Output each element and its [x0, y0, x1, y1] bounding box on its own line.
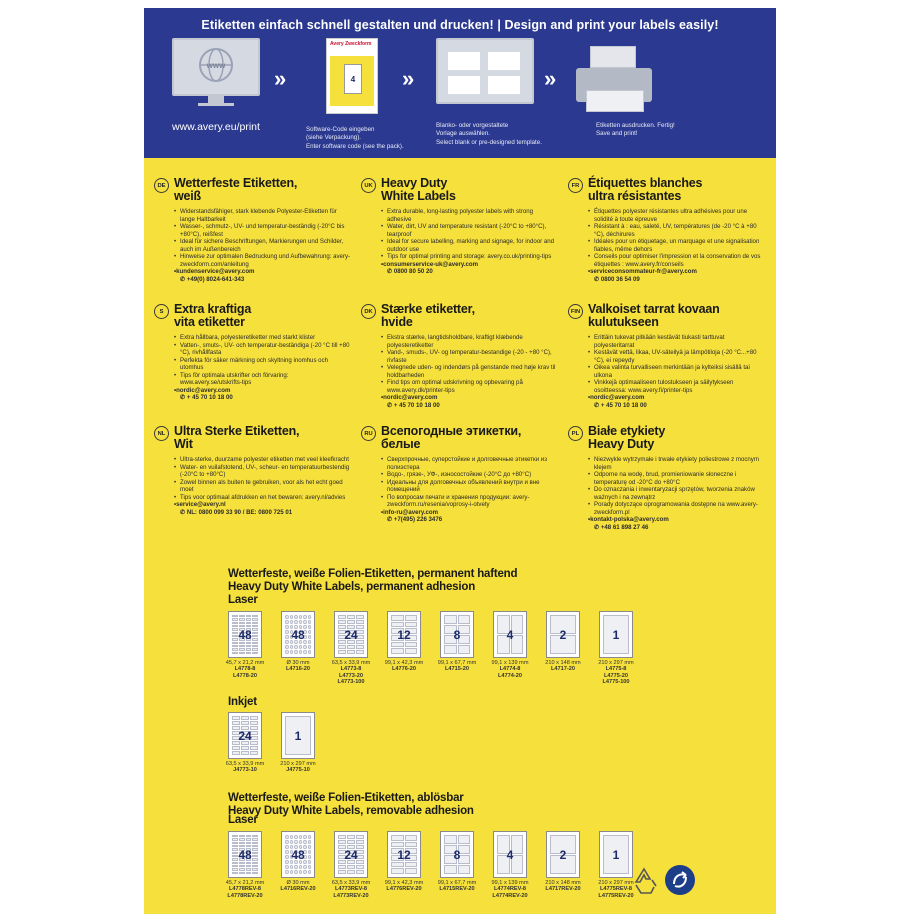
product-caption	[270, 660, 326, 673]
label-sheet-thumbnail	[334, 831, 368, 878]
label-size: 99,1 x 67,7 mm	[437, 880, 477, 886]
label-size: 99,1 x 67,7 mm	[437, 660, 477, 666]
svg-text:www: www	[206, 61, 226, 70]
label-size: 210 x 297 mm	[598, 660, 634, 666]
language-badge: PL	[568, 426, 583, 441]
phone-icon: ✆	[387, 268, 394, 275]
language-block-dk	[361, 304, 559, 434]
contact-phone: ✆ +7(495) 226 3476	[387, 516, 443, 523]
language-block-uk	[361, 178, 559, 308]
globe-icon	[197, 46, 235, 84]
product-code: L4773-100	[337, 679, 365, 686]
label-size: 99,1 x 139 mm	[491, 880, 529, 886]
website-url: www.avery.eu/print	[172, 121, 260, 133]
recycle-icon	[630, 866, 658, 894]
step2-text: Blanko- oder vorgestaltete Vorlage auswählen. Select blank or pre-designed template.	[436, 122, 542, 146]
bullet-item: • Oikea valinta turvalliseen merkintään ja kylteiksi sisällä tai ulkona	[588, 364, 766, 379]
contact-phone: ✆ + 45 70 10 18 00	[180, 394, 233, 401]
label-size: 210 x 297 mm	[280, 761, 316, 767]
language-title: Étiquettes blanches ultra résistantes	[588, 176, 703, 203]
language-block-nl	[154, 426, 352, 556]
label-size: 99,1 x 42,3 mm	[384, 880, 424, 886]
product-caption	[323, 660, 379, 686]
bullet-item: • Vand-, smuds-, UV- og temperatur-bestandige (-20 - +80 °C), rivfaste	[381, 349, 559, 364]
logo-text: Avery Zweckform	[330, 41, 372, 47]
bullet-item: • Tips voor optimaal afdrukken en het bewaren: avery.nl/advies	[174, 494, 352, 502]
bullet-item: • Erittäin tukevat pitkään kestävät tiukasti tarttuvat polyesteritarrat	[588, 334, 766, 349]
label-count: 24	[238, 728, 252, 743]
software-step: Avery Zweckform 4	[306, 38, 396, 118]
label-count: 4	[506, 627, 514, 642]
label-size: 210 x 148 mm	[545, 880, 581, 886]
language-title: Extra kraftiga vita etiketter	[174, 302, 252, 329]
contact-email: • kundenservice@avery.com	[174, 268, 352, 276]
step3-text: Etiketten ausdrucken. Fertig! Save and print!	[596, 122, 675, 138]
removable-laser-label: Laser	[228, 814, 258, 826]
label-size: Ø 30 mm	[286, 880, 310, 886]
product-caption	[217, 660, 273, 679]
bullet-item: • Idéales pour un étiquetage, un marquage et une signalisation fiables, même dehors	[588, 238, 766, 253]
product-code: L4775-20	[604, 672, 628, 679]
label-count: 24	[344, 627, 358, 642]
bullet-item: • Идеальны для долговечных объявлений внутри и вне помещений	[381, 479, 559, 494]
label-size: 63,5 x 33,9 mm	[331, 660, 371, 666]
product-code: L4715REV-20	[439, 886, 475, 893]
contact-phone: ✆ NL: 0800 099 33 90 / BE: 0800 725 01	[180, 508, 293, 516]
product-code: L4774REV-8	[493, 886, 527, 893]
language-block-de	[154, 178, 352, 308]
label-count: 48	[238, 847, 252, 862]
label-sheet-thumbnail	[440, 831, 474, 878]
product-caption	[482, 880, 538, 899]
contact-email: • serviceconsommateur-fr@avery.com	[588, 268, 766, 276]
phone-icon: ✆	[180, 275, 187, 283]
language-block-ru	[361, 426, 559, 556]
language-title: Wetterfeste Etiketten, weiß	[174, 176, 298, 203]
contact-email: • kontakt-polska@avery.com	[588, 516, 766, 524]
label-sheet-thumbnail	[387, 611, 421, 658]
bullet-item: • Ekstra stærke, langtidsholdbare, kraftigt klæbende polyesteretiketter	[381, 334, 559, 349]
bullet-item: • Water- en vuilafstotend, UV-, scheur- en temperatuurbestendig (-20°C to +80°C)	[174, 464, 352, 479]
bullet-item: • Étiquettes polyester résistantes ultra adhésives pour une solidité à toute épreuve	[588, 208, 766, 223]
language-bullets	[381, 334, 559, 409]
label-count: 1	[612, 627, 620, 642]
bullet-item: • Tips för optimala utskrifter och förvaring: www.avery.se/utskrifts-tips	[174, 372, 352, 387]
bullet-item: • Niezwykle wytrzymałe i trwałe etykiety poliestrowe z mocnym klejem	[588, 456, 766, 471]
bullet-item: • Porady dotyczące oprogramowania dostępne na www.avery-zweckform.pl	[588, 501, 766, 516]
contact-phone: ✆ +48 61 898 27 46	[594, 523, 649, 531]
product-code: L4776-20	[392, 666, 416, 673]
product-code: L4775REV-8	[599, 886, 633, 893]
language-block-s	[154, 304, 352, 434]
bullet-item: • Ultra-sterke, duurzame polyester etiketten met veel kleefkracht	[174, 456, 352, 464]
label-sheet-thumbnail	[228, 712, 262, 759]
product-code: L4775-8	[605, 666, 627, 673]
contact-email: • consumerservice-uk@avery.com	[381, 261, 559, 269]
language-title: Valkoiset tarrat kovaan kulutukseen	[588, 302, 720, 329]
label-size: Ø 30 mm	[286, 660, 310, 666]
bullet-item: • Vatten-, smuts-, UV- och temperatur-beständiga (-20 °C till +80 °C), rivhållfasta	[174, 342, 352, 357]
product-caption	[270, 761, 326, 774]
label-sheet-thumbnail	[281, 611, 315, 658]
monitor-step	[172, 38, 262, 108]
language-badge: UK	[361, 178, 376, 193]
bullet-item: • Wasser-, schmutz-, UV- und temperatur-beständig (-20°C bis +80°C), reißfest	[174, 223, 352, 238]
contact-email: • service@avery.nl	[174, 501, 352, 509]
language-bullets	[381, 456, 559, 524]
bullet-item: • Find tips om optimal udskrivning og opbevaring på www.avery.dk/printer-tips	[381, 379, 559, 394]
label-size: 45,7 x 21,2 mm	[225, 660, 265, 666]
phone-icon: ✆	[180, 508, 187, 516]
contact-phone: ✆ + 45 70 10 18 00	[594, 401, 647, 409]
label-sheet-thumbnail	[228, 611, 262, 658]
product-code: L4778REV-20	[227, 892, 263, 899]
product-code: L4773-20	[339, 672, 363, 679]
label-count: 4	[506, 847, 514, 862]
arrow-1: »	[274, 66, 287, 91]
label-count: 48	[291, 627, 305, 642]
product-code: L4774-20	[498, 672, 522, 679]
label-count: 8	[453, 847, 461, 862]
label-count: 12	[397, 627, 411, 642]
contact-phone: ✆ 0800 36 54 09	[594, 275, 640, 283]
language-block-fr	[568, 178, 766, 308]
label-count: 8	[453, 627, 461, 642]
header-title: Etiketten einfach schnell gestalten und drucken! | Design and print your labels easily!	[201, 18, 719, 32]
contact-phone: ✆ +49(0) 8024-641-343	[180, 275, 245, 283]
label-sheet-thumbnail	[387, 831, 421, 878]
product-code: L4774REV-20	[492, 892, 528, 899]
arrow-3: »	[544, 66, 557, 91]
contact-email: • nordic@avery.com	[381, 394, 559, 402]
language-bullets	[588, 456, 766, 531]
bullet-item: • Tips for optimal printing and storage: avery.co.uk/printing-tips	[381, 253, 559, 261]
product-code: L4716REV-20	[280, 886, 316, 893]
label-sheet-thumbnail	[281, 831, 315, 878]
product-code: L4776REV-20	[386, 886, 422, 893]
product-code: L4773REV-8	[334, 886, 368, 893]
bullet-item: • Perfekta för säker märkning och skyltning inomhus och utomhus	[174, 357, 352, 372]
bullet-item: • Ideal for secure labelling, marking and signage, for indoor and outdoor use	[381, 238, 559, 253]
product-code: L4775REV-20	[598, 892, 634, 899]
bullet-item: • Водо-, грязе-, УФ-, износостойкие (-20°C до +80°C)	[381, 471, 559, 479]
product-caption	[376, 880, 432, 893]
label-count: 12	[397, 847, 411, 862]
product-code: L4775-100	[602, 679, 630, 686]
language-badge: DK	[361, 304, 376, 319]
product-code: L4717-20	[551, 666, 575, 673]
language-badge: NL	[154, 426, 169, 441]
language-bullets	[588, 334, 766, 409]
language-bullets	[588, 208, 766, 283]
language-bullets	[381, 208, 559, 276]
language-block-fin	[568, 304, 766, 434]
phone-icon: ✆	[594, 275, 601, 283]
phone-icon: ✆	[594, 401, 601, 409]
language-title: Ultra Sterke Etiketten, Wit	[174, 424, 300, 451]
product-caption	[535, 660, 591, 673]
label-sheet-thumbnail	[599, 611, 633, 658]
bullet-item: • По вопросам печати и хранения продукции: avery-zweckform.ru/resenia/voprosy-i-otvety	[381, 494, 559, 509]
label-count: 48	[291, 847, 305, 862]
product-caption	[217, 880, 273, 899]
bullet-item: • Résistant à : eau, saleté, UV, températures (de -20 °C à +80 °C), déchirures	[588, 223, 766, 238]
language-title: Heavy Duty White Labels	[381, 176, 456, 203]
product-code: J4773-10	[233, 767, 257, 774]
printer-icon	[572, 38, 662, 118]
label-sheet-thumbnail	[546, 611, 580, 658]
product-caption	[588, 660, 644, 686]
product-code: L4717REV-20	[545, 886, 581, 893]
label-sheet-thumbnail	[546, 831, 580, 878]
phone-icon: ✆	[387, 401, 394, 409]
permanent-inkjet-label: Inkjet	[228, 696, 257, 708]
product-code: L4773-8	[340, 666, 362, 673]
product-code: J4775-10	[286, 767, 310, 774]
phone-icon: ✆	[594, 523, 601, 531]
product-caption	[376, 660, 432, 673]
language-bullets	[174, 334, 352, 402]
label-size: 45,7 x 21,2 mm	[225, 880, 265, 886]
contact-phone: ✆ + 45 70 10 18 00	[387, 401, 440, 409]
bullet-item: • Сверхпрочные, суперстойкие и долговечные этикетки из полиэстера	[381, 456, 559, 471]
product-code: L4774-8	[499, 666, 521, 673]
contact-email: • nordic@avery.com	[588, 394, 766, 402]
phone-icon: ✆	[180, 394, 187, 401]
phone-icon: ✆	[387, 516, 394, 523]
language-badge: DE	[154, 178, 169, 193]
label-sheet-thumbnail	[334, 611, 368, 658]
language-badge: RU	[361, 426, 376, 441]
bullet-item: • Do oznaczania i inwentaryzacji sprzętów, tworzenia znaków ważnych i na zewnątrz	[588, 486, 766, 501]
contact-email: • info-ru@avery.com	[381, 509, 559, 517]
product-code: L4773REV-20	[333, 892, 369, 899]
label-size: 99,1 x 42,3 mm	[384, 660, 424, 666]
label-sheet-thumbnail	[493, 611, 527, 658]
language-title: Białe etykiety Heavy Duty	[588, 424, 666, 451]
bullet-item: • Hinweise zur optimalen Bedruckung und Aufbewahrung: avery-zweckform.com/anleitung	[174, 253, 352, 268]
label-count: 1	[612, 847, 620, 862]
bullet-item: • Extra durable, long-lasting polyester labels with strong adhesive	[381, 208, 559, 223]
bullet-item: • Odporne na wodę, brud, promieniowanie słoneczne i temperaturę od -20°C do +80°C	[588, 471, 766, 486]
language-title: Всепогодные этикетки, белые	[381, 424, 522, 451]
language-bullets	[174, 208, 352, 283]
product-code: L4778REV-8	[228, 886, 262, 893]
label-count: 24	[344, 847, 358, 862]
eco-arrow-icon	[664, 864, 696, 896]
product-code: L4778-20	[233, 672, 257, 679]
product-caption	[429, 880, 485, 893]
contact-phone: ✆ 0800 80 50 20	[387, 268, 433, 275]
product-code: L4716-20	[286, 666, 310, 673]
product-caption	[217, 761, 273, 774]
bullet-item: • Widerstandsfähiger, stark klebende Polyester-Etiketten für lange Haltbarkeit	[174, 208, 352, 223]
product-caption	[323, 880, 379, 899]
label-size: 210 x 148 mm	[545, 660, 581, 666]
bullet-item: • Vinkkejä optimaaliseen tulostukseen ja säilytykseen osoitteessa: www.avery.fi/printer-tips	[588, 379, 766, 394]
contact-email: • nordic@avery.com	[174, 387, 352, 395]
language-badge: S	[154, 304, 169, 319]
bullet-item: • Kestävät vettä, likaa, UV-säteilyä ja lämpötiloja (-20 °C...+80 °C), ei repeydy	[588, 349, 766, 364]
product-code: L4778-8	[234, 666, 256, 673]
label-pack-back	[144, 8, 776, 914]
label-count: 2	[559, 847, 567, 862]
permanent-laser-label: Laser	[228, 594, 258, 606]
bullet-item: • Water, dirt, UV and temperature resistant (-20°C to +80°C), tearproof	[381, 223, 559, 238]
arrow-2: »	[402, 66, 415, 91]
language-badge: FR	[568, 178, 583, 193]
product-caption	[482, 660, 538, 679]
language-title: Stærke etiketter, hvide	[381, 302, 475, 329]
bullet-item: • Velegnede uden- og indendørs på genstande med høje krav til holdbarheden	[381, 364, 559, 379]
language-badge: FIN	[568, 304, 583, 319]
label-sheet-thumbnail	[599, 831, 633, 878]
label-sheet-thumbnail	[493, 831, 527, 878]
label-sheet-thumbnail	[228, 831, 262, 878]
product-caption	[429, 660, 485, 673]
product-caption	[270, 880, 326, 893]
product-caption	[535, 880, 591, 893]
language-block-pl	[568, 426, 766, 556]
label-size: 63,5 x 33,9 mm	[225, 761, 265, 767]
language-bullets	[174, 456, 352, 516]
label-count: 2	[559, 627, 567, 642]
product-code: L4715-20	[445, 666, 469, 673]
label-count: 1	[294, 728, 302, 743]
header-band	[144, 8, 776, 158]
label-sheet-thumbnail	[281, 712, 315, 759]
step1-text: Software-Code eingeben (siehe Verpackung). Enter software code (see the pack).	[306, 126, 404, 150]
label-size: 63,5 x 33,9 mm	[331, 880, 371, 886]
removable-title: Wetterfeste, weiße Folien-Etiketten, ablösbar Heavy Duty White Labels, removable adhesion	[228, 792, 474, 817]
bullet-item: • Extra hållbara, polyesteretiketter med starkt klister	[174, 334, 352, 342]
bullet-item: • Zowel binnen als buiten te gebruiken, voor als het echt goed moet	[174, 479, 352, 494]
label-count: 48	[238, 627, 252, 642]
template-step	[436, 38, 536, 116]
label-size: 210 x 297 mm	[598, 880, 634, 886]
bullet-item: • Conseils pour optimiser l'impression et la conservation de vos étiquettes : www.avery.fr/conseils	[588, 253, 766, 268]
bullet-item: • Ideal für sichere Beschriftungen, Markierungen und Schilder, auch im Außenbereich	[174, 238, 352, 253]
permanent-title: Wetterfeste, weiße Folien-Etiketten, permanent haftend Heavy Duty White Labels, permanent adhesion	[228, 568, 518, 593]
label-size: 99,1 x 139 mm	[491, 660, 529, 666]
label-sheet-thumbnail	[440, 611, 474, 658]
